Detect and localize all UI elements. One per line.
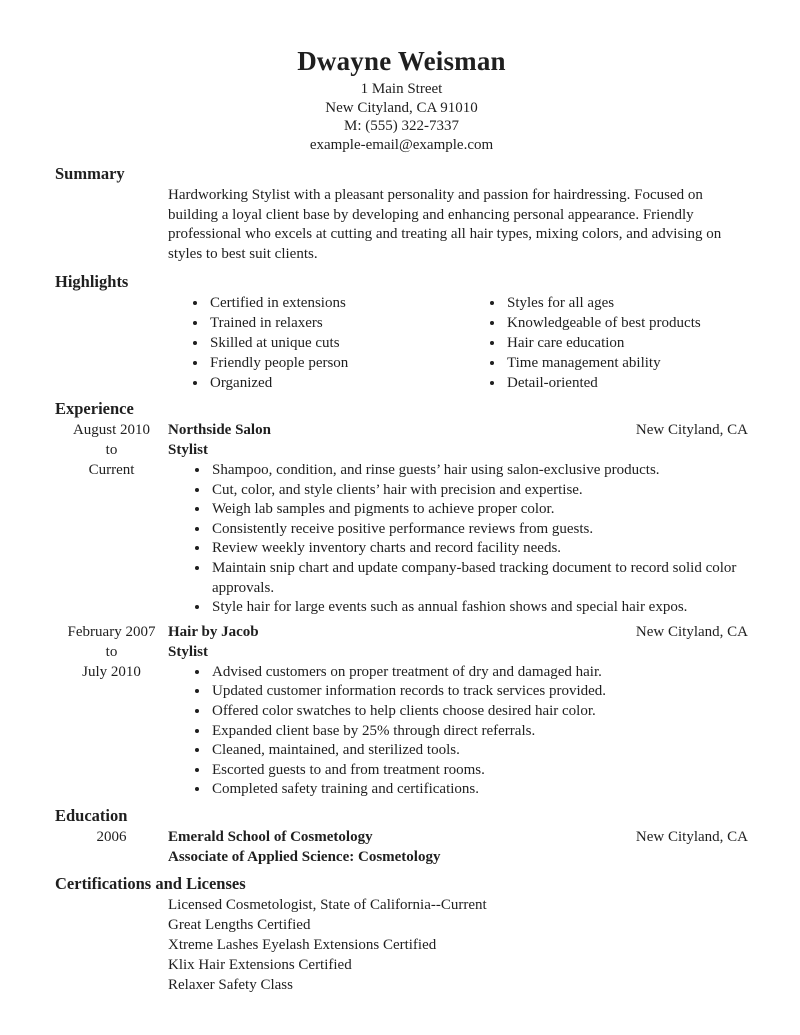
job-title: Stylist bbox=[168, 643, 209, 660]
job-duty: • Updated customer information records to track services provided. bbox=[210, 682, 748, 702]
job-title: Stylist bbox=[168, 442, 209, 458]
certification-item: Klix Hair Extensions Certified bbox=[168, 956, 352, 973]
job-duty: • Shampoo, condition, and rinse guests’ hair using salon-exclusive products. bbox=[210, 461, 748, 481]
job-duty: • Offered color swatches to help clients choose desired hair color. bbox=[210, 702, 748, 722]
highlight-item: • Time management ability bbox=[505, 353, 701, 373]
company-name: Hair by Jacob bbox=[168, 623, 259, 640]
section-heading-certifications: Certifications and Licenses bbox=[55, 873, 246, 893]
highlights-columns bbox=[168, 293, 748, 393]
date-from: August 2010 bbox=[72, 422, 151, 438]
address-line-1: 1 Main Street bbox=[360, 81, 443, 97]
date-to: Current bbox=[88, 462, 135, 478]
job-dates bbox=[55, 622, 168, 800]
section-heading-summary: Summary bbox=[55, 164, 125, 183]
job-duty: • Weigh lab samples and pigments to achieve proper color. bbox=[210, 500, 748, 520]
certification-item: Xtreme Lashes Eyelash Extensions Certified bbox=[168, 936, 437, 953]
job-location: New Cityland, CA bbox=[635, 623, 748, 640]
job-duty: • Escorted guests to and from treatment rooms. bbox=[210, 761, 748, 781]
highlight-item: • Skilled at unique cuts bbox=[208, 333, 465, 353]
job-duty: • Style hair for large events such as annual fashion shows and special hair expos. bbox=[210, 598, 748, 618]
highlight-item: • Hair care education bbox=[505, 333, 701, 353]
candidate-name: Dwayne Weisman bbox=[297, 46, 506, 76]
degree: Associate of Applied Science: Cosmetology bbox=[168, 848, 441, 865]
date-separator: to bbox=[105, 643, 118, 660]
address-line-2: New Cityland, CA 91010 bbox=[325, 99, 478, 116]
highlight-item: • Knowledgeable of best products bbox=[505, 313, 701, 333]
education-location: New Cityland, CA bbox=[635, 828, 748, 845]
job-duty: • Review weekly inventory charts and record facility needs. bbox=[210, 539, 748, 559]
section-heading-highlights: Highlights bbox=[55, 272, 129, 291]
job-duty: • Cleaned, maintained, and sterilized tools. bbox=[210, 741, 748, 761]
job-duty: • Consistently receive positive performance reviews from guests. bbox=[210, 520, 748, 540]
summary-text: Hardworking Stylist with a pleasant personality and passion for hairdressing. Focused on building a loyal client base by developing and enhancing personal appearance. Friendly professional who excels at cutting and treating all hair types, mixing colors, and advising on styles to best suit clients. bbox=[168, 187, 722, 262]
highlight-item: • Detail-oriented bbox=[505, 373, 701, 393]
resume-header bbox=[55, 46, 748, 154]
job-duty: • Expanded client base by 25% through direct referrals. bbox=[210, 722, 748, 742]
highlights-list-left bbox=[168, 293, 465, 393]
highlights-list-right bbox=[465, 293, 701, 393]
job-dates bbox=[55, 420, 168, 618]
certification-item: Licensed Cosmetologist, State of California--Current bbox=[168, 896, 487, 913]
highlights-column-right bbox=[465, 293, 701, 393]
certifications-list bbox=[168, 895, 748, 995]
education-dates bbox=[55, 827, 168, 867]
company-name: Northside Salon bbox=[168, 422, 271, 438]
date-from: February 2007 bbox=[67, 623, 156, 640]
school-name: Emerald School of Cosmetology bbox=[168, 828, 373, 845]
highlight-item: • Organized bbox=[208, 373, 465, 393]
job-duty: • Completed safety training and certifications. bbox=[210, 780, 748, 800]
highlight-item: • Trained in relaxers bbox=[208, 313, 465, 333]
section-heading-education: Education bbox=[55, 805, 128, 825]
phone-number: M: (555) 322-7337 bbox=[344, 118, 459, 134]
job-entry bbox=[55, 420, 748, 618]
highlights-column-left bbox=[168, 293, 465, 393]
highlight-item: • Certified in extensions bbox=[208, 293, 465, 313]
certification-item: Relaxer Safety Class bbox=[168, 976, 293, 993]
certification-item: Great Lengths Certified bbox=[168, 916, 311, 933]
education-year: 2006 bbox=[96, 828, 127, 845]
date-separator: to bbox=[105, 442, 118, 458]
job-details bbox=[168, 420, 748, 618]
job-duty: • Maintain snip chart and update company-based tracking document to record solid color approvals. bbox=[210, 559, 748, 598]
job-location: New Cityland, CA bbox=[635, 422, 748, 438]
education-entry bbox=[55, 827, 748, 867]
job-details bbox=[168, 622, 748, 800]
job-duty: • Advised customers on proper treatment of dry and damaged hair. bbox=[210, 663, 748, 683]
highlight-item: • Styles for all ages bbox=[505, 293, 701, 313]
job-duties-list bbox=[168, 461, 748, 618]
education-details bbox=[168, 827, 748, 867]
highlight-item: • Friendly people person bbox=[208, 353, 465, 373]
job-duty: • Cut, color, and style clients’ hair with precision and expertise. bbox=[210, 481, 748, 501]
job-entry bbox=[55, 622, 748, 800]
section-heading-experience: Experience bbox=[55, 399, 134, 418]
job-duties-list bbox=[168, 663, 748, 800]
email-address: example-email@example.com bbox=[309, 136, 494, 153]
date-to: July 2010 bbox=[82, 663, 141, 680]
